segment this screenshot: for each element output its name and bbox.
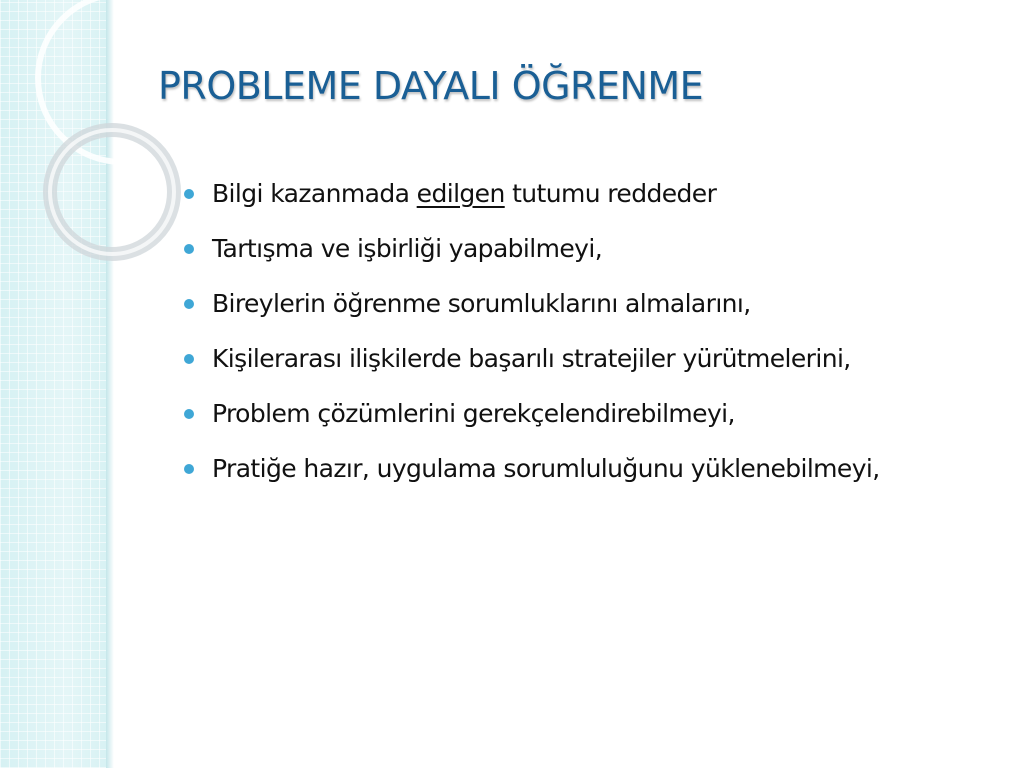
bullet-text: Kişilerarası ilişkilerde başarılı stratejiler yürütmelerini, <box>212 344 851 373</box>
bullet-item <box>184 231 984 266</box>
bullet-text: Tartışma ve işbirliği yapabilmeyi, <box>212 234 603 263</box>
bullet-text: Problem çözümlerini gerekçelendirebilmeyi, <box>212 399 735 428</box>
bullet-item <box>184 286 984 321</box>
underlined-term: edilgen <box>416 179 505 208</box>
bullet-item <box>184 341 984 376</box>
bullet-text: tutumu reddeder <box>504 179 717 208</box>
bullet-dot-icon <box>184 244 194 254</box>
bullet-text: Bilgi kazanmada <box>212 179 417 208</box>
bullet-dot-icon <box>184 409 194 419</box>
bullet-dot-icon <box>184 464 194 474</box>
bullet-item <box>184 451 984 486</box>
bullet-item <box>184 176 984 211</box>
bullet-dot-icon <box>184 189 194 199</box>
bullet-text: Pratiğe hazır, uygulama sorumluluğunu yüklenebilmeyi, <box>212 454 880 483</box>
bullet-list <box>184 176 984 506</box>
slide-title: PROBLEME DAYALI ÖĞRENME <box>158 64 704 108</box>
bullet-item <box>184 396 984 431</box>
bullet-text: Bireylerin öğrenme sorumluklarını almalarını, <box>212 289 751 318</box>
bullet-dot-icon <box>184 354 194 364</box>
decorative-ring-lower-inner <box>50 130 174 254</box>
bullet-dot-icon <box>184 299 194 309</box>
decorative-rings <box>0 0 200 300</box>
